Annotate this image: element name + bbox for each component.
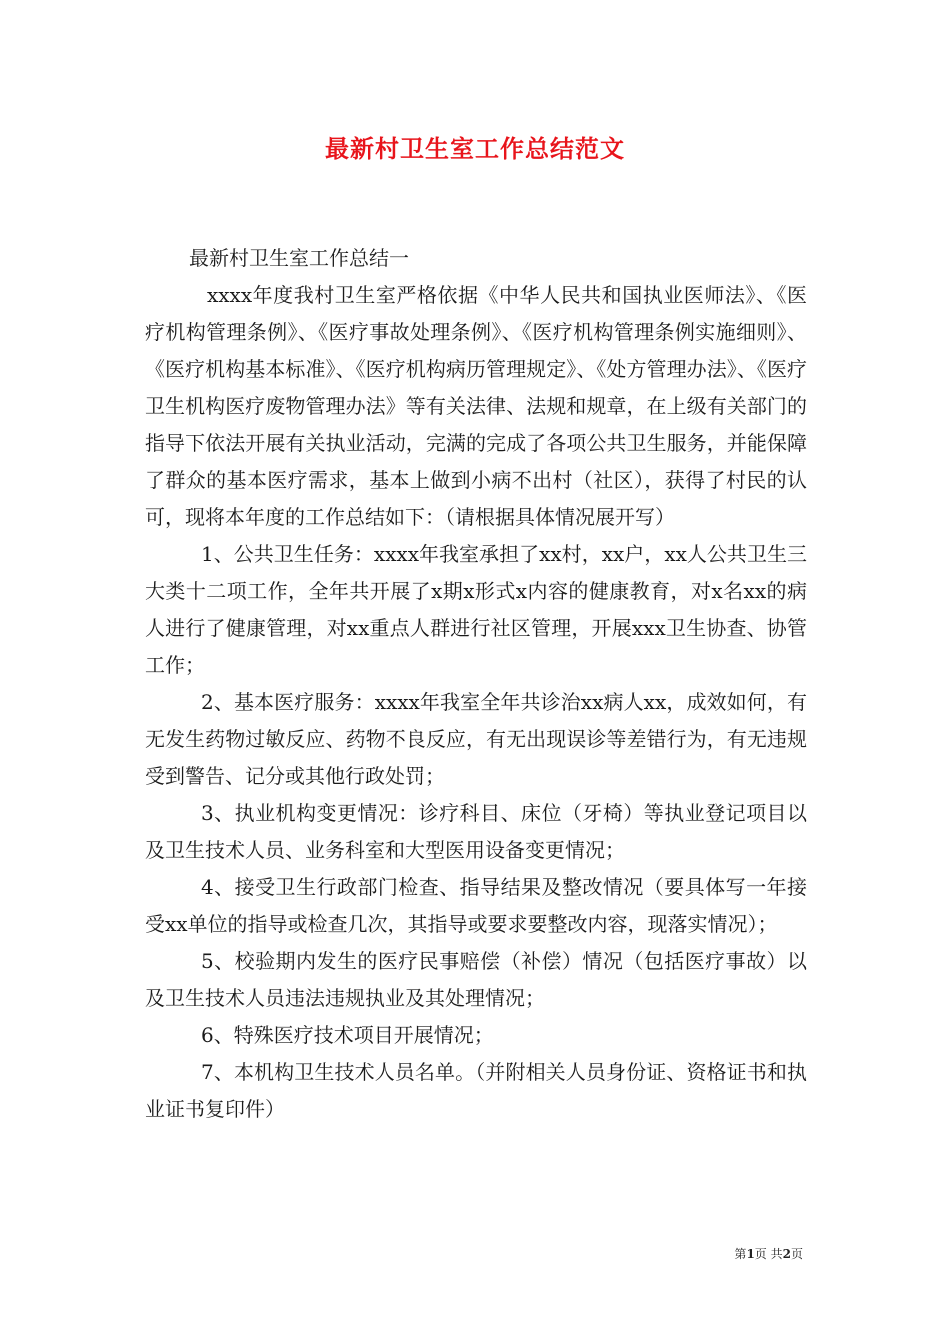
- footer-suffix: 页: [790, 1247, 803, 1261]
- section-heading: 最新村卫生室工作总结一: [189, 246, 409, 270]
- document-body: [145, 240, 807, 1128]
- page-footer: [734, 1246, 803, 1262]
- list-item: 2、基本医疗服务：xxxx年我室全年共诊治xx病人xx，成效如何，有无发生药物过敏反应、药物不良反应，有无出现误诊等差错行为，有无违规受到警告、记分或其他行政处罚；: [145, 690, 807, 788]
- intro-paragraph: xxxx年度我村卫生室严格依据《中华人民共和国执业医师法》、《医疗机构管理条例》、《医疗事故处理条例》、《医疗机构管理条例实施细则》、《医疗机构基本标准》、《医疗机构病历管理规定》、《处方管理办法》、《医疗卫生机构医疗废物管理办法》等有关法律、法规和规章，在上级有关部门的指导下依法开展有关执业活动，完满的完成了各项公共卫生服务，并能保障了群众的基本医疗需求，基本上做到小病不出村（社区），获得了村民的认可，现将本年度的工作总结如下：（请根据具体情况展开写）: [145, 283, 807, 529]
- list-item: 1、公共卫生任务：xxxx年我室承担了xx村，xx户，xx人公共卫生三大类十二项工作，全年共开展了x期x形式x内容的健康教育，对x名xx的病人进行了健康管理，对xx重点人群进行社区管理，开展xxx卫生协查、协管工作；: [145, 542, 807, 677]
- list-item: 4、接受卫生行政部门检查、指导结果及整改情况（要具体写一年接受xx单位的指导或检查几次，其指导或要求要整改内容，现落实情况）；: [145, 875, 807, 936]
- list-item: 7、本机构卫生技术人员名单。（并附相关人员身份证、资格证书和执业证书复印件）: [145, 1060, 807, 1121]
- footer-prefix: 第: [734, 1247, 747, 1261]
- list-item: 6、特殊医疗技术项目开展情况；: [201, 1023, 494, 1047]
- current-page-number: 1: [746, 1247, 755, 1261]
- list-item: 3、执业机构变更情况：诊疗科目、床位（牙椅）等执业登记项目以及卫生技术人员、业务科室和大型医用设备变更情况；: [145, 801, 807, 862]
- footer-middle: 页 共: [754, 1247, 783, 1261]
- list-item: 5、校验期内发生的医疗民事赔偿（补偿）情况（包括医疗事故）以及卫生技术人员违法违规执业及其处理情况；: [145, 949, 807, 1010]
- total-pages-number: 2: [782, 1247, 791, 1261]
- document-title: 最新村卫生室工作总结范文: [325, 134, 625, 163]
